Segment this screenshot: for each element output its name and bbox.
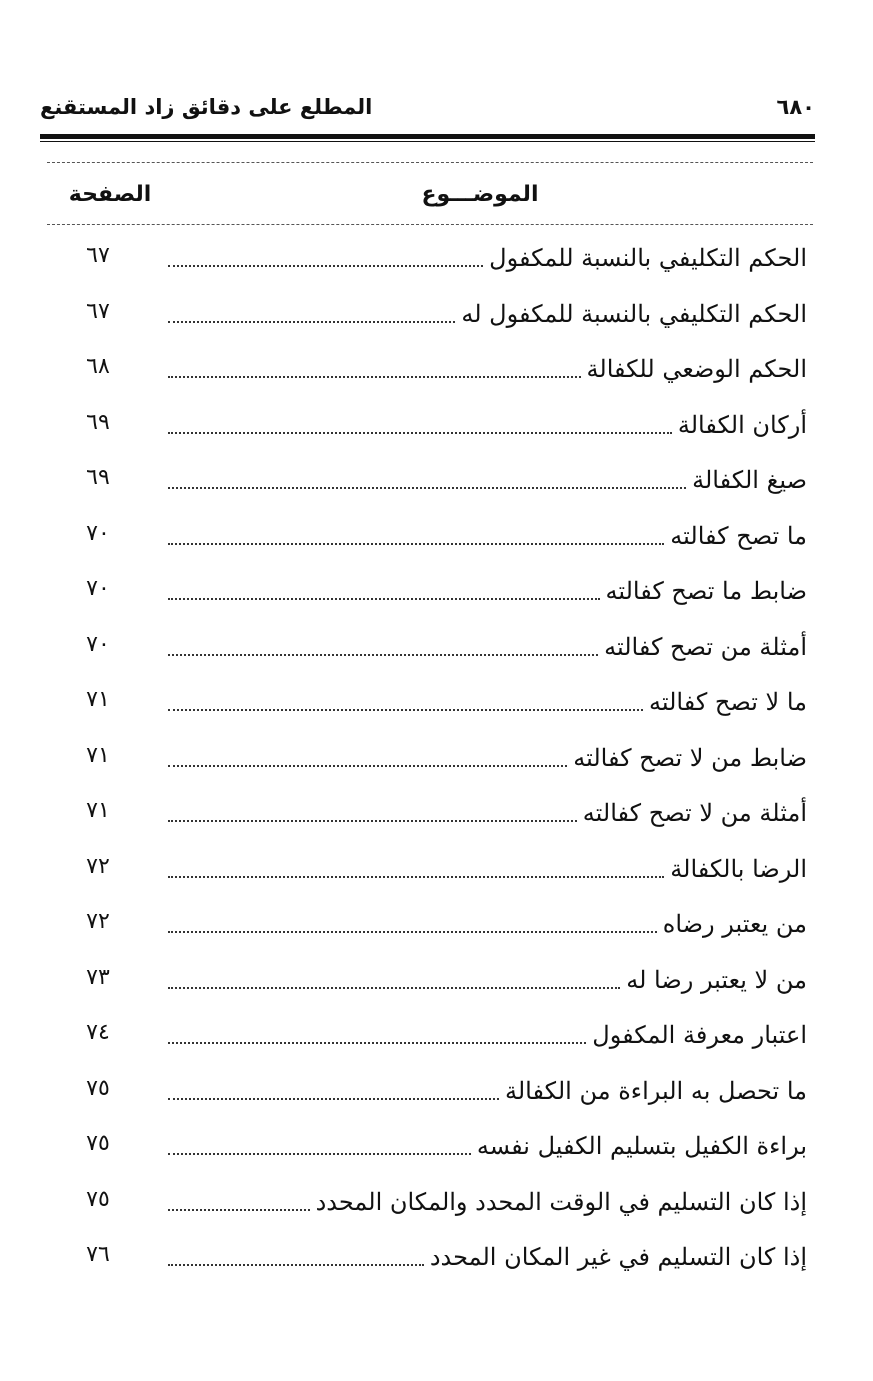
toc-entry-page: ٧١ xyxy=(86,798,110,823)
leader-dots xyxy=(168,1042,586,1044)
toc-entry-page: ٦٩ xyxy=(86,409,110,435)
toc-entry-title: أمثلة من تصح كفالته xyxy=(604,632,807,661)
toc-entry xyxy=(0,622,873,678)
toc-list xyxy=(0,233,873,1288)
toc-entry-page: ٦٧ xyxy=(86,298,110,324)
toc-entry xyxy=(0,844,873,900)
leader-dots xyxy=(168,765,567,767)
leader-dots xyxy=(168,931,657,933)
leader-dots xyxy=(168,654,598,656)
leader-dots xyxy=(168,265,483,267)
toc-entry-page: ٧٠ xyxy=(86,631,110,657)
toc-entry-page: ٧٥ xyxy=(86,1075,110,1101)
toc-entry-title: اعتبار معرفة المكفول xyxy=(592,1021,807,1049)
leader-dots xyxy=(168,876,664,878)
column-heading-page: الصفحة xyxy=(68,182,152,207)
leader-dots xyxy=(168,1153,471,1155)
toc-entry-title: إذا كان التسليم في الوقت المحدد والمكان المحدد xyxy=(315,1187,807,1216)
toc-entry-title: الحكم التكليفي بالنسبة للمكفول xyxy=(489,244,807,272)
leader-dots xyxy=(168,598,600,600)
leader-dots xyxy=(168,1264,424,1266)
toc-entry xyxy=(0,1066,873,1122)
dashed-divider-top xyxy=(47,162,813,163)
toc-entry xyxy=(0,344,873,400)
toc-entry xyxy=(0,955,873,1011)
leader-dots xyxy=(168,321,455,323)
toc-entry-title: ضابط ما تصح كفالته xyxy=(605,577,807,605)
leader-dots xyxy=(168,1209,310,1211)
leader-dots xyxy=(168,432,672,434)
toc-entry-title: من لا يعتبر رضا له xyxy=(626,965,807,994)
leader-dots xyxy=(168,987,620,989)
toc-entry xyxy=(0,677,873,733)
toc-entry-title: إذا كان التسليم في غير المكان المحدد xyxy=(429,1243,807,1271)
header-rule-thick xyxy=(40,134,815,139)
toc-entry-page: ٧١ xyxy=(86,742,110,768)
toc-entry-title: من يعتبر رضاه xyxy=(662,910,807,938)
leader-dots xyxy=(168,376,581,378)
header-rule-thin xyxy=(40,141,815,142)
toc-entry-page: ٧٥ xyxy=(86,1186,110,1212)
leader-dots xyxy=(168,543,664,545)
toc-entry-title: ما لا تصح كفالته xyxy=(648,688,807,716)
toc-entry xyxy=(0,400,873,456)
toc-entry-title: ما تحصل به البراءة من الكفالة xyxy=(504,1076,807,1105)
toc-entry xyxy=(0,1121,873,1177)
toc-entry-title: الحكم التكليفي بالنسبة للمكفول له xyxy=(461,299,807,328)
toc-entry xyxy=(0,455,873,511)
toc-entry-title: الحكم الوضعي للكفالة xyxy=(586,355,807,383)
toc-entry-page: ٦٨ xyxy=(86,354,110,379)
toc-entry-title: أمثلة من لا تصح كفالته xyxy=(582,799,807,827)
toc-entry-title: ما تصح كفالته xyxy=(670,521,807,550)
toc-entry-page: ٧٢ xyxy=(86,909,110,934)
book-title: المطلع على دقائق زاد المستقنع xyxy=(40,95,373,119)
page-number: ٦٨٠ xyxy=(776,95,815,119)
toc-entry-title: براءة الكفيل بتسليم الكفيل نفسه xyxy=(476,1132,807,1160)
toc-entry xyxy=(0,1177,873,1233)
toc-entry-title: الرضا بالكفالة xyxy=(670,854,807,883)
running-header xyxy=(40,95,815,133)
toc-entry-page: ٧١ xyxy=(86,687,110,712)
toc-entry xyxy=(0,733,873,789)
toc-entry xyxy=(0,289,873,345)
toc-entry-page: ٦٧ xyxy=(86,243,110,268)
toc-entry-title: ضابط من لا تصح كفالته xyxy=(573,743,807,772)
toc-entry-page: ٧٢ xyxy=(86,853,110,879)
toc-entry xyxy=(0,788,873,844)
toc-entry-page: ٧٦ xyxy=(86,1242,110,1267)
leader-dots xyxy=(168,709,643,711)
toc-entry-page: ٧٠ xyxy=(86,576,110,601)
toc-entry-title: أركان الكفالة xyxy=(677,410,807,439)
toc-entry xyxy=(0,511,873,567)
leader-dots xyxy=(168,487,686,489)
toc-entry-page: ٧٤ xyxy=(86,1020,110,1045)
toc-entry-title: صيغ الكفالة xyxy=(692,466,807,494)
column-heading-topic: الموضـــوع xyxy=(421,182,539,207)
leader-dots xyxy=(168,820,577,822)
toc-entry xyxy=(0,566,873,622)
toc-entry xyxy=(0,899,873,955)
toc-entry xyxy=(0,233,873,289)
toc-entry-page: ٧٣ xyxy=(86,964,110,990)
leader-dots xyxy=(168,1098,499,1100)
toc-entry xyxy=(0,1232,873,1288)
toc-entry-page: ٦٩ xyxy=(86,465,110,490)
toc-entry-page: ٧٥ xyxy=(86,1131,110,1156)
toc-entry-page: ٧٠ xyxy=(86,520,110,546)
dashed-divider-bottom xyxy=(47,224,813,225)
toc-entry xyxy=(0,1010,873,1066)
